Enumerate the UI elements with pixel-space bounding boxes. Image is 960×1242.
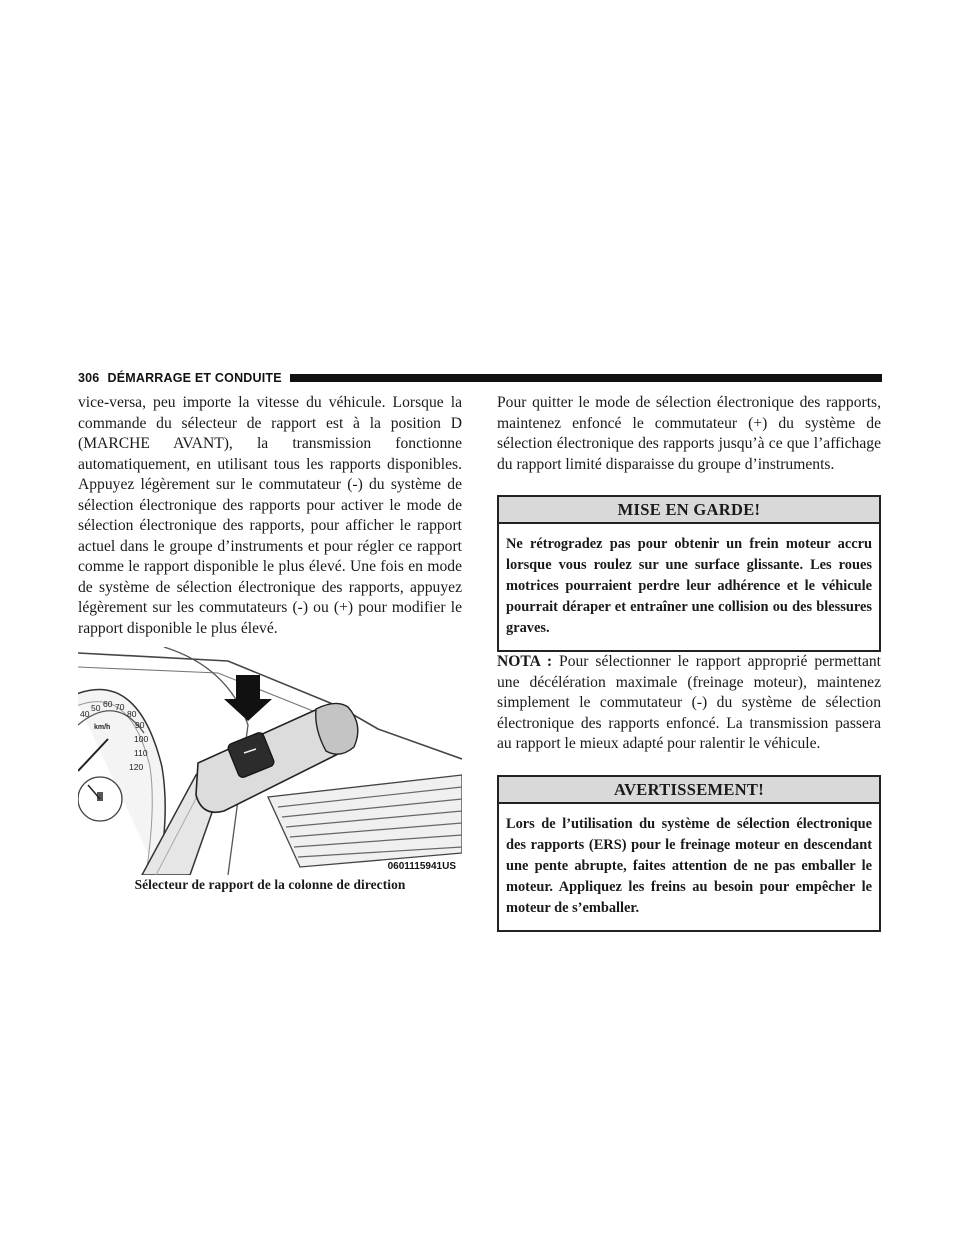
caution-box [497, 495, 881, 652]
speedo-tick-label: 40 [80, 709, 90, 719]
figure-caption: Sélecteur de rapport de la colonne de direction [134, 877, 406, 892]
figure-code: 0601115941US [387, 861, 456, 872]
page-header [78, 370, 882, 386]
warning-text: Lors de l’utilisation du système de sélection électronique des rapports (ERS) pour le freinage moteur en descendant une pente abrupte, faites attention de ne pas emballer le moteur. Appliquez les freins au besoin pour empêcher le moteur de s’emballer. [506, 815, 872, 916]
warning-title: AVERTISSEMENT! [499, 777, 879, 804]
speedo-tick-label: 50 [91, 703, 101, 713]
steering-column-illustration [78, 647, 462, 875]
speedo-tick-label: 60 [103, 699, 113, 709]
speedo-tick-label: 100 [134, 734, 149, 744]
note-paragraph [497, 652, 881, 755]
note-text: Pour sélectionner le rapport approprié permettant une décélération maximale (freinage moteur), maintenez simplement le commutateur (-) du système de sélection électronique des rapports enfoncé. La transmission passera au rapport le mieux adapté pour ralentir le véhicule. [497, 653, 881, 752]
right-paragraph: Pour quitter le mode de sélection électronique des rapports, maintenez enfoncé le commutateur (+) du système de sélection électronique des rapports jusqu’à ce que l’affichage du rapport limité disparaisse du groupe d’instruments. [497, 394, 881, 473]
page-number: 306 [78, 371, 100, 385]
left-paragraph: vice-versa, peu importe la vitesse du véhicule. Lorsque la commande du sélecteur de rapport est à la position D (MARCHE AVANT), la transmission fonctionne automatiquement, en utilisant tous les rapports disponibles. Appuyez légèrement sur le commutateur (-) du système de sélection électronique des rapports pour activer le mode de sélection électronique des rapports, pour afficher le rapport actuel dans le groupe d’instruments et pour régler ce rapport comme le rapport disponible le plus élevé. Une fois en mode de système de sélection électronique des rapports, appuyez légèrement sur les commutateurs (-) ou (+) pour modifier le rapport disponible le plus élevé. [78, 394, 462, 637]
caution-text: Ne rétrogradez pas pour obtenir un frein moteur accru lorsque vous roulez sur une surface glissante. Les roues motrices pourraient perdre leur adhérence et le véhicule pourrait déraper et entraîner une collision ou des blessures graves. [506, 536, 872, 636]
speedo-tick-label: 70 [115, 702, 125, 712]
right-column [497, 393, 881, 932]
caution-title: MISE EN GARDE! [499, 497, 879, 524]
header-rule [290, 374, 882, 382]
speedo-tick-label: 120 [129, 762, 144, 772]
speedo-tick-label: 80 [127, 709, 137, 719]
section-title: DÉMARRAGE ET CONDUITE [107, 371, 282, 385]
speedo-tick-label: 110 [134, 748, 148, 758]
gear-selector-figure [78, 647, 462, 893]
note-label: NOTA : [497, 653, 553, 670]
warning-box [497, 775, 881, 932]
speed-unit-label: km/h [94, 724, 111, 731]
left-column [78, 393, 462, 893]
speedo-tick-label: 90 [135, 720, 145, 730]
